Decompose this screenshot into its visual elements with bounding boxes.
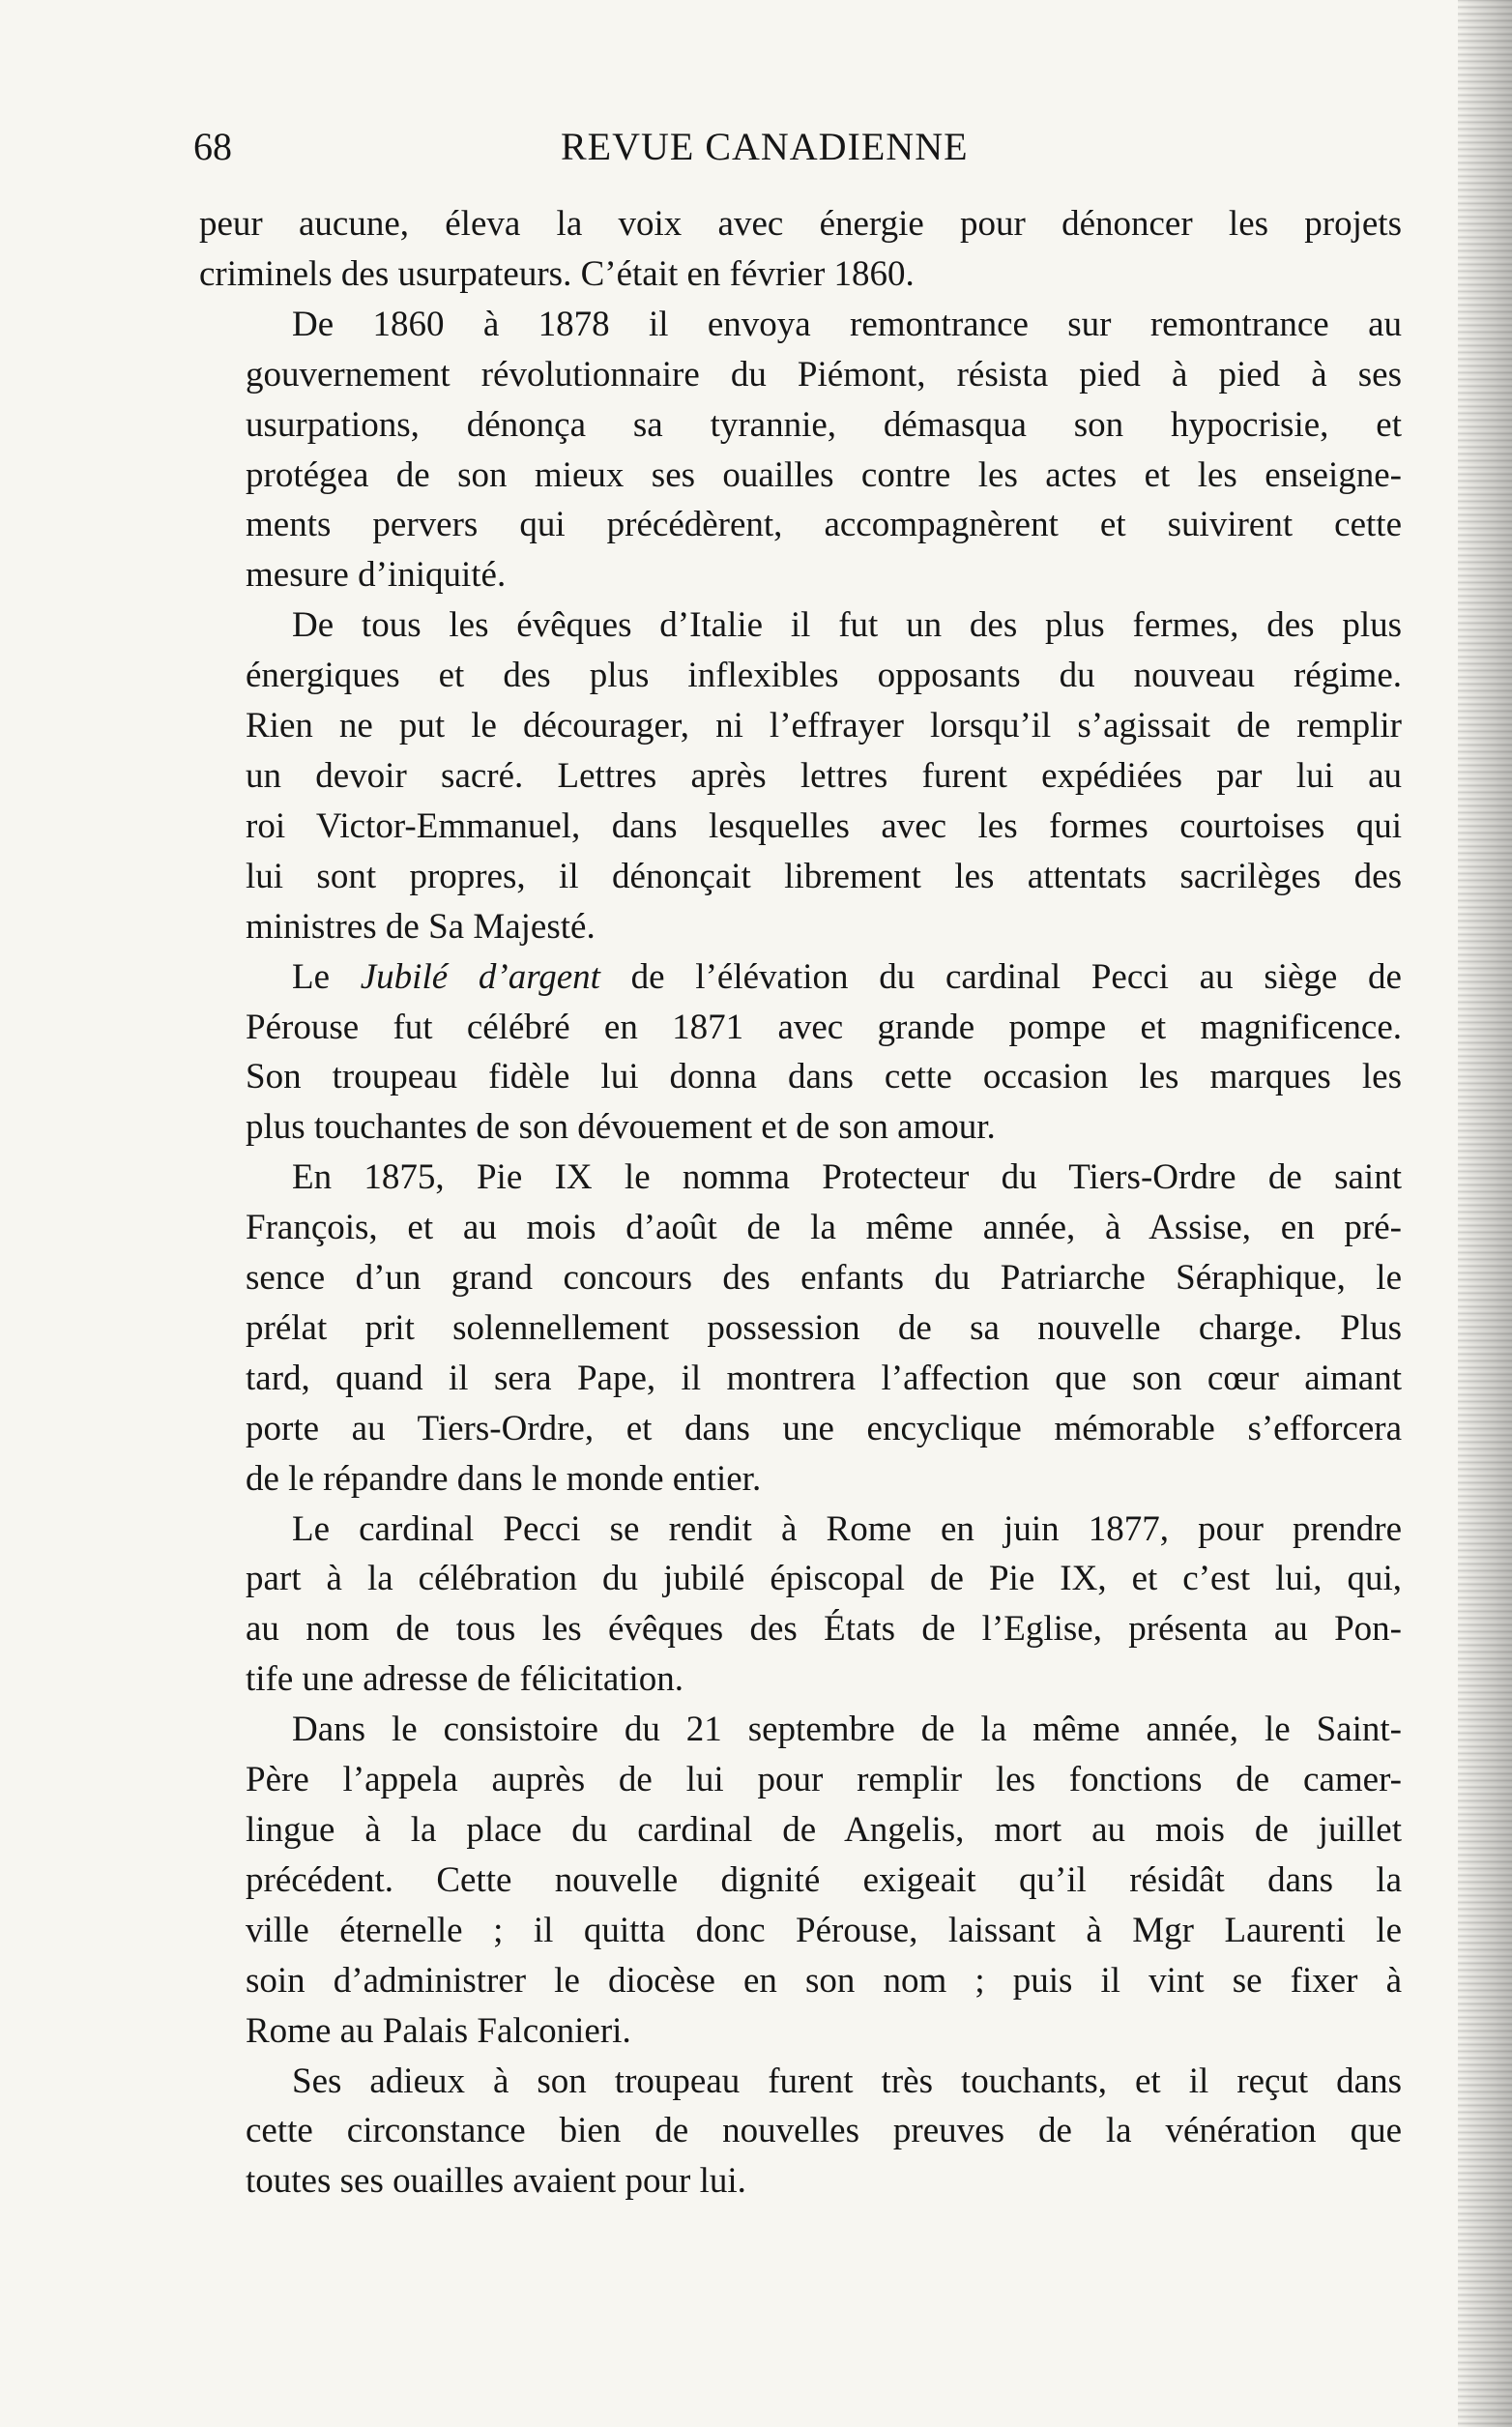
text-fragment: de l’élévation du cardinal Pecci au siège de [599, 956, 1402, 997]
text-line: Dans le consistoire du 21 septembre de la même année, le Saint- [292, 1710, 1402, 1750]
paragraph [199, 600, 1402, 951]
text-line: Rome au Palais Falconieri. [246, 2010, 631, 2051]
text-line: De 1860 à 1878 il envoya remontrance sur remontrance au [292, 304, 1402, 344]
text-line: part à la célébration du jubilé épiscopal de Pie IX, et c’est lui, qui, [246, 1559, 1402, 1599]
text-line: Rien ne put le décourager, ni l’effrayer lorsqu’il s’agissait de remplir [246, 706, 1402, 746]
italic-title: Jubilé d’argent [360, 956, 600, 997]
paragraph [199, 2057, 1402, 2208]
text-line: En 1875, Pie IX le nomma Protecteur du Tiers-Ordre de saint [292, 1157, 1402, 1198]
paragraph [199, 1505, 1402, 1706]
text-line: sence d’un grand concours des enfants du Patriarche Séraphique, le [246, 1258, 1402, 1299]
text-line: tard, quand il sera Pape, il montrera l’affection que son cœur aimant [246, 1358, 1402, 1398]
page-header [193, 118, 1440, 176]
text-line: toutes ses ouailles avaient pour lui. [246, 2161, 746, 2202]
text-line: soin d’administrer le diocèse en son nom ; puis il vint se fixer à [246, 1960, 1402, 2001]
text-line: protégea de son mieux ses ouailles contre les actes et les enseigne- [246, 454, 1402, 495]
text-line: ments pervers qui précédèrent, accompagnèrent et suivirent cette [246, 505, 1402, 545]
text-line: ministres de Sa Majesté. [246, 906, 596, 947]
paragraph [199, 1153, 1402, 1504]
text-line: cette circonstance bien de nouvelles preuves de la vénération que [246, 2111, 1402, 2151]
running-head: REVUE CANADIENNE [561, 125, 969, 168]
text-line [199, 952, 1402, 1003]
text-line: Pérouse fut célébré en 1871 avec grande pompe et magnificence. [246, 1007, 1402, 1047]
page-number: 68 [193, 125, 232, 168]
text-line: lingue à la place du cardinal de Angelis, mort au mois de juillet [246, 1810, 1402, 1850]
text-line: mesure d’iniquité. [246, 555, 507, 596]
text-line: précédent. Cette nouvelle dignité exigeait qu’il résidât dans la [246, 1859, 1402, 1900]
text-line: énergiques et des plus inflexibles opposants du nouveau régime. [246, 656, 1402, 696]
text-fragment: Le [292, 956, 361, 997]
text-line: roi Victor-Emmanuel, dans lesquelles avec les formes courtoises qui [246, 805, 1402, 846]
text-line: Père l’appela auprès de lui pour remplir les fonctions de camer- [246, 1760, 1402, 1800]
text-line: au nom de tous les évêques des États de l’Eglise, présenta au Pon- [246, 1609, 1402, 1650]
paragraph [199, 952, 1402, 1154]
text-line: usurpations, dénonça sa tyrannie, démasqua son hypocrisie, et [246, 404, 1402, 445]
text-line: Son troupeau fidèle lui donna dans cette occasion les marques les [246, 1057, 1402, 1097]
text-line: gouvernement révolutionnaire du Piémont, résista pied à pied à ses [246, 354, 1402, 395]
text-line: François, et au mois d’août de la même année, à Assise, en pré- [246, 1208, 1402, 1248]
text-line: De tous les évêques d’Italie il fut un des plus fermes, des plus [292, 605, 1402, 646]
text-line: peur aucune, éleva la voix avec énergie pour dénoncer les projets [199, 204, 1402, 244]
paragraph [199, 1705, 1402, 2056]
text-line: prélat prit solennellement possession de sa nouvelle charge. Plus [246, 1307, 1402, 1348]
paragraph [199, 199, 1402, 300]
text-line: tife une adresse de félicitation. [246, 1659, 684, 1700]
text-line: ville éternelle ; il quitta donc Pérouse, laissant à Mgr Laurenti le [246, 1910, 1402, 1950]
paragraph [199, 300, 1402, 600]
text-line: criminels des usurpateurs. C’était en février 1860. [199, 253, 915, 294]
text-line: porte au Tiers-Ordre, et dans une encyclique mémorable s’efforcera [246, 1408, 1402, 1448]
text-line: de le répandre dans le monde entier. [246, 1458, 762, 1499]
text-line: lui sont propres, il dénonçait librement les attentats sacrilèges des [246, 856, 1402, 896]
page-edge-shadow [1458, 0, 1512, 2427]
body-text [199, 199, 1402, 2207]
text-line: Ses adieux à son troupeau furent très touchants, et il reçut dans [292, 2061, 1402, 2101]
text-line: Le cardinal Pecci se rendit à Rome en juin 1877, pour prendre [292, 1508, 1402, 1549]
text-line: plus touchantes de son dévouement et de son amour. [246, 1107, 996, 1148]
text-line: un devoir sacré. Lettres après lettres furent expédiées par lui au [246, 755, 1402, 796]
